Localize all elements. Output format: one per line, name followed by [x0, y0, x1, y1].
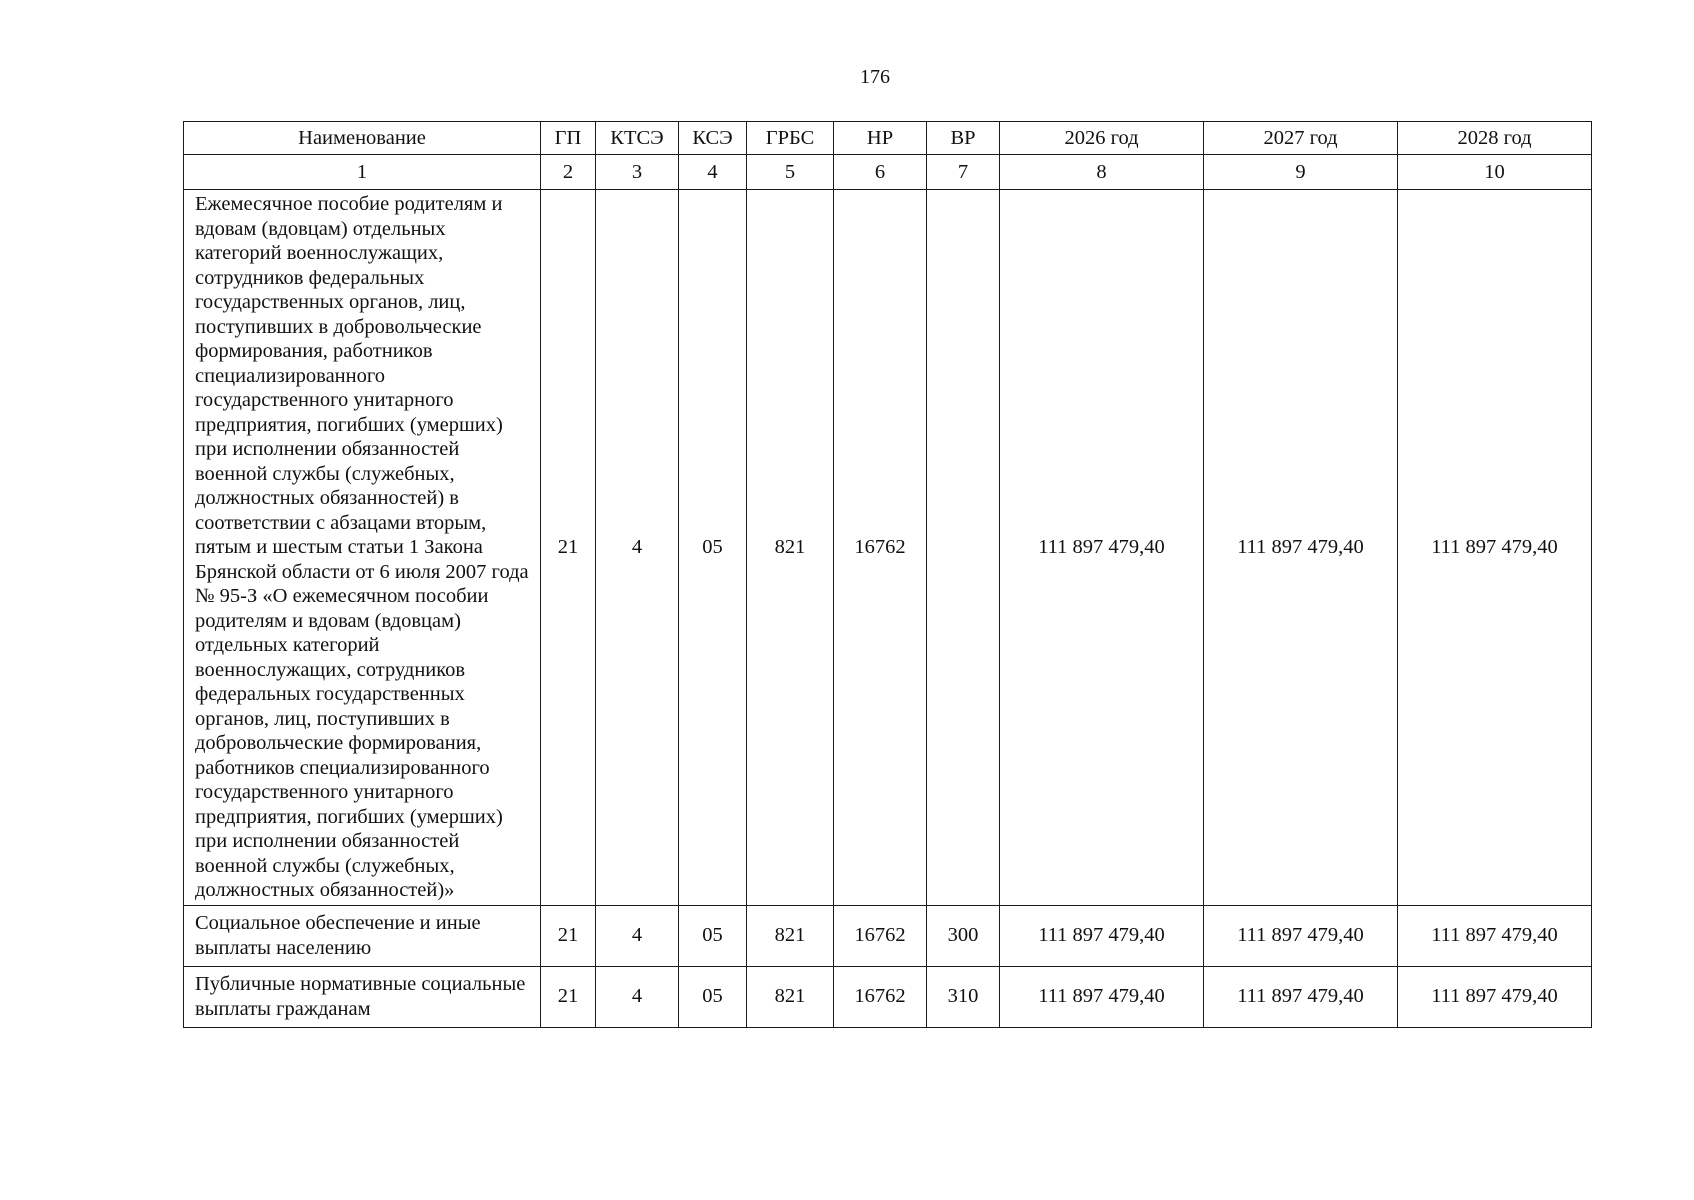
cell-gp: 21	[541, 966, 596, 1027]
cell-kse: 05	[679, 905, 747, 966]
column-number: 1	[184, 155, 541, 190]
header-kse: КСЭ	[679, 122, 747, 155]
cell-grbs: 821	[747, 966, 834, 1027]
cell-2028: 111 897 479,40	[1398, 190, 1592, 906]
cell-grbs: 821	[747, 905, 834, 966]
cell-vr	[927, 190, 1000, 906]
column-number: 5	[747, 155, 834, 190]
cell-2028: 111 897 479,40	[1398, 905, 1592, 966]
cell-gp: 21	[541, 190, 596, 906]
column-number: 7	[927, 155, 1000, 190]
cell-ktse: 4	[596, 966, 679, 1027]
cell-2026: 111 897 479,40	[1000, 190, 1204, 906]
header-2026: 2026 год	[1000, 122, 1204, 155]
cell-ktse: 4	[596, 905, 679, 966]
cell-2027: 111 897 479,40	[1204, 190, 1398, 906]
row-name: Публичные нормативные социальные выплаты гражданам	[184, 966, 541, 1027]
cell-grbs: 821	[747, 190, 834, 906]
cell-vr: 300	[927, 905, 1000, 966]
header-grbs: ГРБС	[747, 122, 834, 155]
table-row	[184, 190, 1592, 906]
header-gp: ГП	[541, 122, 596, 155]
column-number: 6	[834, 155, 927, 190]
cell-2027: 111 897 479,40	[1204, 905, 1398, 966]
cell-2026: 111 897 479,40	[1000, 966, 1204, 1027]
header-2028: 2028 год	[1398, 122, 1592, 155]
cell-kse: 05	[679, 190, 747, 906]
column-number: 9	[1204, 155, 1398, 190]
cell-gp: 21	[541, 905, 596, 966]
table-row	[184, 905, 1592, 966]
cell-2026: 111 897 479,40	[1000, 905, 1204, 966]
cell-vr: 310	[927, 966, 1000, 1027]
column-number: 8	[1000, 155, 1204, 190]
column-number: 2	[541, 155, 596, 190]
column-number: 3	[596, 155, 679, 190]
column-number: 4	[679, 155, 747, 190]
table-row	[184, 966, 1592, 1027]
header-2027: 2027 год	[1204, 122, 1398, 155]
cell-nr: 16762	[834, 190, 927, 906]
column-numbering-row	[184, 155, 1592, 190]
header-vr: ВР	[927, 122, 1000, 155]
cell-nr: 16762	[834, 905, 927, 966]
cell-kse: 05	[679, 966, 747, 1027]
budget-table	[183, 121, 1592, 1028]
header-row	[184, 122, 1592, 155]
row-name: Ежемесячное пособие родителям и вдовам (вдовцам) отдельных категорий военнослужащих, сотрудников федеральных государственных органов, лиц, поступивших в добровольческие формирования, работников специализированного государственного унитарного предприятия, погибших (умерших) при исполнении обязанностей военной службы (служебных, должностных обязанностей) в соответствии с абзацами вторым, пятым и шестым статьи 1 Закона Брянской области от 6 июля 2007 года № 95-З «О ежемесячном пособии родителям и вдовам (вдовцам) отдельных категорий военнослужащих, сотрудников федеральных государственных органов, лиц, поступивших в добровольческие формирования, работников специализированного государственного унитарного предприятия, погибших (умерших) при исполнении обязанностей военной службы (служебных, должностных обязанностей)»	[184, 190, 541, 906]
column-number: 10	[1398, 155, 1592, 190]
cell-nr: 16762	[834, 966, 927, 1027]
header-nr: НР	[834, 122, 927, 155]
header-ktse: КТСЭ	[596, 122, 679, 155]
header-name: Наименование	[184, 122, 541, 155]
page-number: 176	[860, 66, 890, 88]
cell-2028: 111 897 479,40	[1398, 966, 1592, 1027]
cell-2027: 111 897 479,40	[1204, 966, 1398, 1027]
cell-ktse: 4	[596, 190, 679, 906]
row-name: Социальное обеспечение и иные выплаты населению	[184, 905, 541, 966]
